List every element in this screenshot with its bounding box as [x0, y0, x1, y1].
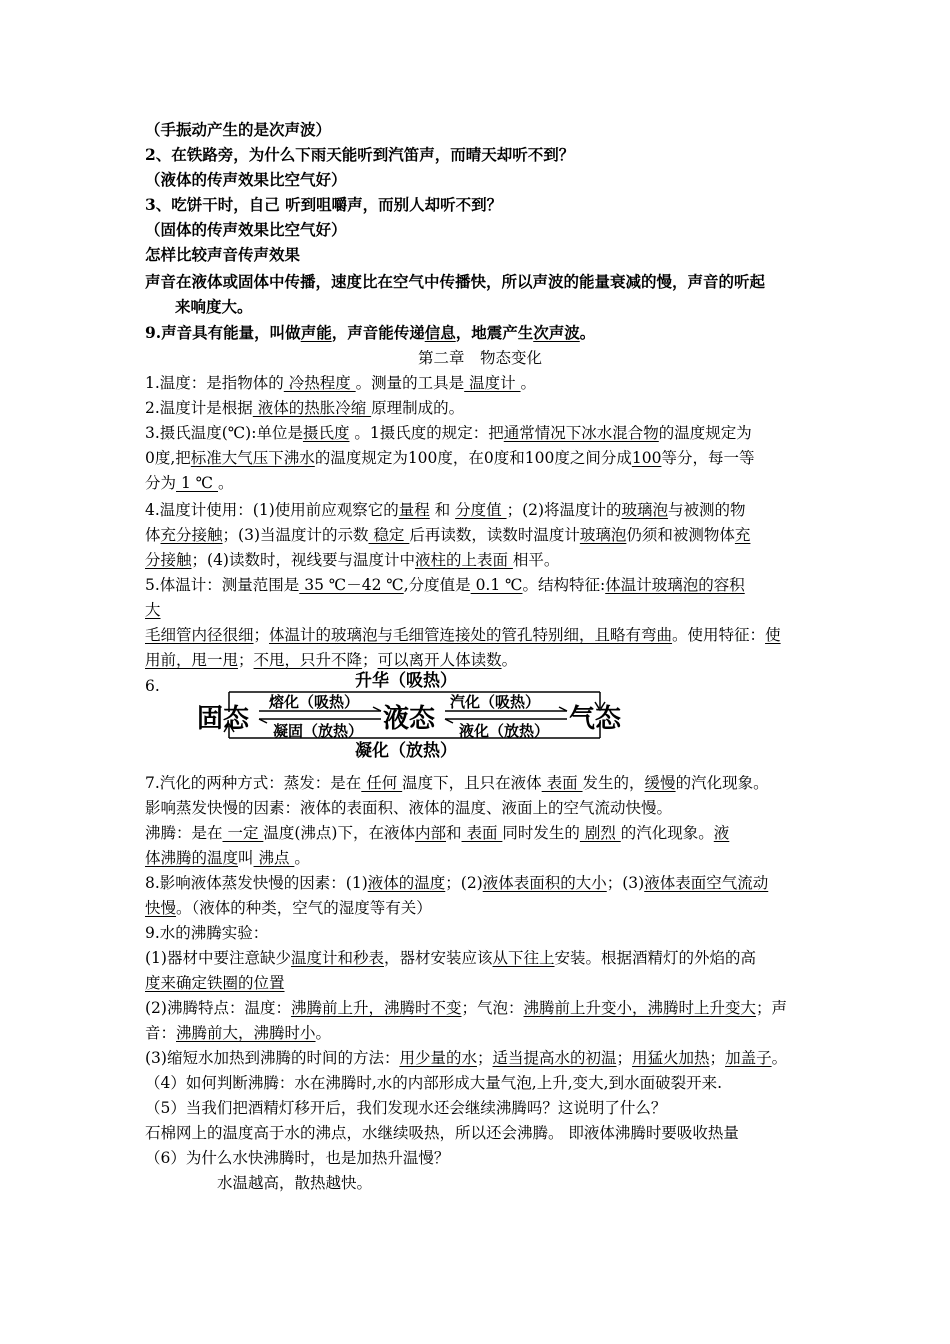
state-change-diagram — [195, 670, 645, 760]
item-9-step-1: (1)器材中要注意缺少温度计和秒表，器材安装应该从下往上安装。根据酒精灯的外焰的高 — [145, 949, 757, 967]
solid-label: 固态 — [197, 704, 250, 734]
item-5-line-3: 毛细管内径很细；体温计的玻璃泡与毛细管连接处的管孔特别细，且略有弯曲。使用特征：使 — [145, 626, 781, 644]
energy-paragraph: 9.声音具有能量，叫做声能，声音能传递信息，地震产生次声波。 — [145, 323, 596, 342]
solidifying-label: 凝固（放热） — [273, 722, 364, 740]
item-9-step-2-line-2: 音：沸腾前大，沸腾时小。 — [145, 1024, 332, 1042]
sublimation-label: 升华（吸热） — [355, 671, 457, 691]
item-3-line-2: 0度,把标准大气压下沸水的温度规定为100度，在0度和100度之间分成100等分，每一等 — [145, 449, 755, 467]
item-7-line-3: 沸腾：是在 一定 温度(沸点)下，在液体内部和 表面 同时发生的 剧烈 的汽化现象。液 — [145, 824, 730, 842]
item-9-step-3: (3)缩短水加热到沸腾的时间的方法：用少量的水；适当提高水的初温；用猛火加热；加盖子。 — [145, 1049, 788, 1067]
item-8: 8.影响液体蒸发快慢的因素：(1)液体的温度；(2)液体表面积的大小；(3)液体表面空气流动 — [145, 874, 769, 892]
item-4-line-2: 体充分接触；(3)当温度计的示数 稳定 后再读数，读数时温度计玻璃泡仍须和被测物体充 — [145, 526, 751, 544]
text-line: 3、吃饼干时，自己 听到咀嚼声，而别人却听不到？ — [145, 195, 503, 214]
liquid-label: 液态 — [383, 704, 436, 734]
item-5-line-2: 大 — [145, 601, 161, 619]
item-3: 3.摄氏温度(℃):单位是摄氏度 。1摄氏度的规定：把通常情况下冰水混合物的温度规定为 — [145, 424, 752, 442]
chapter-title: 第二章 物态变化 — [417, 349, 542, 367]
item-7: 7.汽化的两种方式：蒸发：是在 任何 温度下，且只在液体 表面 发生的，缓慢的汽化现象。 — [145, 774, 769, 792]
item-7-line-4: 体沸腾的温度叫 沸点 。 — [145, 849, 310, 867]
liquefying-label: 液化（放热） — [459, 722, 550, 740]
item-4: 4.温度计使用：(1)使用前应观察它的量程 和 分度值 ；(2)将温度计的玻璃泡与被测的物 — [145, 501, 746, 519]
item-9-step-5: （5）当我们把酒精灯移开后，我们发现水还会继续沸腾吗？这说明了什么？ — [145, 1099, 667, 1117]
item-9-step-4: （4）如何判断沸腾：水在沸腾时,水的内部形成大量气泡,上升,变大,到水面破裂开来. — [145, 1074, 722, 1092]
deposition-label: 凝化（放热） — [355, 741, 457, 760]
item-9-step-2: (2)沸腾特点：温度：沸腾前上升，沸腾时不变；气泡：沸腾前上升变小，沸腾时上升变大；声 — [145, 999, 788, 1017]
item-3-line-3: 分为 1 ℃ 。 — [145, 474, 234, 492]
item-9-step-1-line-2: 度来确定铁圈的位置 — [145, 974, 285, 992]
item-9-step-6: （6）为什么水快沸腾时，也是加热升温慢？ — [145, 1149, 450, 1167]
text-line: 声音在液体或固体中传播，速度比在空气中传播快，所以声波的能量衰减的慢，声音的听起 — [145, 272, 766, 291]
melting-label: 熔化（吸热） — [269, 693, 360, 711]
item-4-line-3: 分接触；(4)读数时，视线要与温度计中液柱的上表面 相平。 — [145, 551, 560, 569]
text-line: 来响度大。 — [175, 297, 253, 316]
text-line: （液体的传声效果比空气好） — [145, 170, 347, 189]
text-line: 怎样比较声音传声效果 — [145, 245, 301, 264]
item-9-step-6-answer: 水温越高，散热越快。 — [217, 1174, 373, 1192]
text-line: 2、在铁路旁，为什么下雨天能听到汽笛声，而晴天却听不到？ — [145, 145, 575, 164]
item-7-line-2: 影响蒸发快慢的因素：液体的表面积、液体的温度、液面上的空气流动快慢。 — [145, 799, 673, 817]
text-line: （手振动产生的是次声波） — [145, 120, 332, 139]
gas-label: 气态 — [569, 704, 622, 734]
item-5-line-4: 用前，甩一甩；不甩，只升不降；可以离开人体读数。 — [145, 651, 518, 669]
item-5: 5.体温计：测量范围是 35 ℃－42 ℃,分度值是 0.1 ℃。结构特征:体温计玻璃泡的容积 — [145, 576, 745, 594]
vaporizing-label: 汽化（吸热） — [450, 693, 541, 711]
item-8-line-2: 快慢。（液体的种类，空气的湿度等有关） — [145, 899, 432, 917]
item-6-label: 6. — [145, 677, 160, 695]
item-2: 2.温度计是根据 液体的热胀冷缩 原理制成的。 — [145, 399, 465, 417]
item-9-title: 9.水的沸腾实验： — [145, 924, 269, 942]
text-line: （固体的传声效果比空气好） — [145, 220, 347, 239]
item-1: 1.温度：是指物体的 冷热程度 。测量的工具是 温度计 。 — [145, 374, 537, 392]
item-9-step-5-answer: 石棉网上的温度高于水的沸点，水继续吸热，所以还会沸腾。 即液体沸腾时要吸收热量 — [145, 1124, 739, 1142]
